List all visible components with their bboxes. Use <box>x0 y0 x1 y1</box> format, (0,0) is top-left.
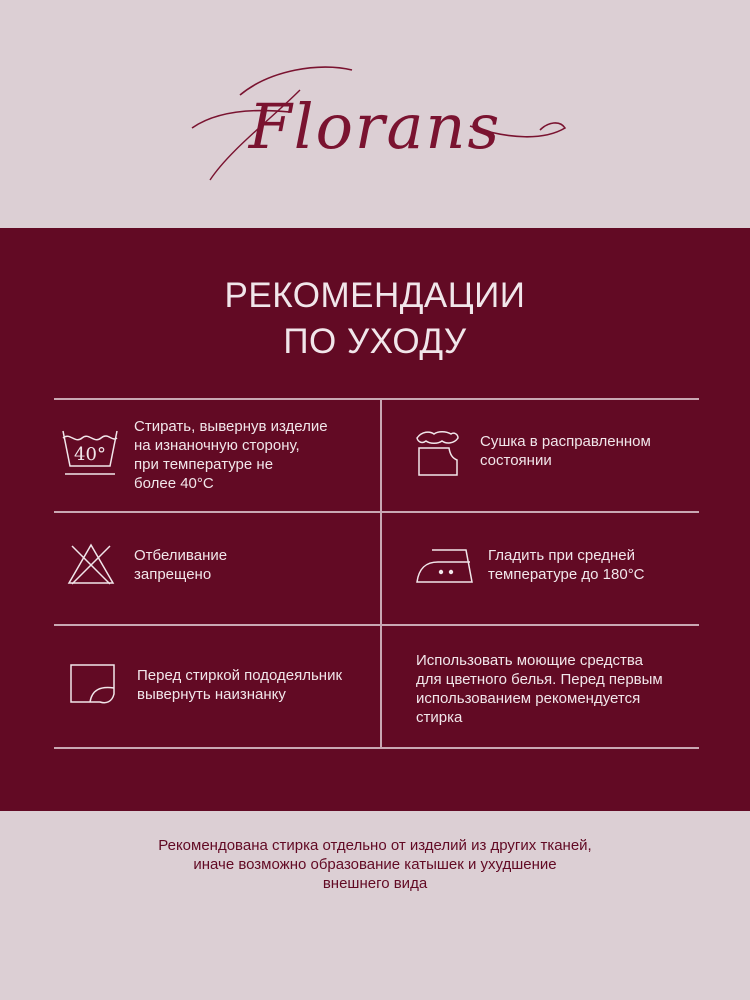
footer-note <box>0 836 750 893</box>
no-bleach-icon <box>66 542 116 591</box>
care-item-bleach: Отбеливание запрещено <box>134 547 228 583</box>
footer-line: иначе возможно образование катышек и ухудшение <box>193 856 557 873</box>
care-item-detergent: Использовать моющие средства для цветного белья. Перед первым использованием рекомендуется стирка <box>416 652 663 726</box>
panel-title-line1: РЕКОМЕНДАЦИИ <box>224 276 526 315</box>
divider-top <box>54 398 699 400</box>
florans-logo <box>0 0 750 228</box>
care-item-dry: Сушка в расправленном состоянии <box>480 433 651 469</box>
footer-line: внешнего вида <box>322 875 428 892</box>
divider-bottom <box>54 747 699 749</box>
divider-row1 <box>54 511 699 513</box>
logo-text: Florans <box>248 90 502 163</box>
footer-line: Рекомендована стирка отдельно от изделий из других тканей, <box>158 837 592 854</box>
panel-title-line2: ПО УХОДУ <box>283 322 467 361</box>
divider-row2 <box>54 624 699 626</box>
dry-flat-icon <box>414 428 462 485</box>
duvet-cover-icon <box>68 662 118 711</box>
care-item-iron: Гладить при средней температуре до 180°С <box>488 547 645 583</box>
care-item-duvet: Перед стиркой пододеяльник вывернуть наизнанку <box>137 667 343 703</box>
iron-medium-icon <box>414 544 476 591</box>
svg-text:40°: 40° <box>74 444 106 465</box>
care-panel <box>0 228 750 811</box>
divider-vertical <box>380 398 382 748</box>
logo-area <box>0 0 750 228</box>
care-item-wash: Стирать, вывернув изделие на изнаночную сторону, при температуре не более 40°С <box>134 418 328 492</box>
wash-40-icon <box>60 428 120 483</box>
